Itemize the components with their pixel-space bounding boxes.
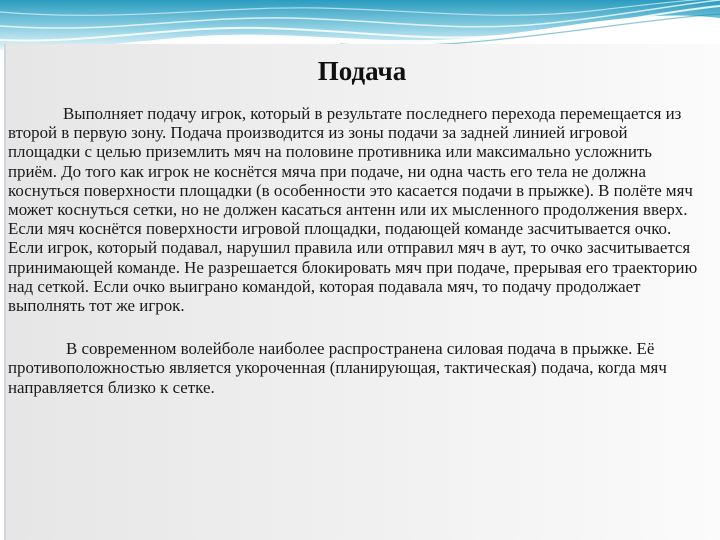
panel-left-edge bbox=[4, 44, 6, 540]
wave-line-2 bbox=[0, 0, 720, 28]
body-text bbox=[8, 104, 698, 397]
wave-line-3 bbox=[0, 0, 720, 15]
paragraph-serve-types: В современном волейболе наиболее распространена силовая подача в прыжке. Её противоположностью является укороченная (планирующая, тактическая) подача, когда мяч направляется близко к сетке. bbox=[8, 339, 667, 397]
slide-title: Подача bbox=[317, 56, 407, 86]
content-panel bbox=[4, 44, 720, 540]
paragraph-serve-rules: Выполняет подачу игрок, который в результате последнего перехода перемещается из второй в первую зону. Подача производится из зоны подачи за задней линией игровой площадки с целью приземлить мяч на половине противника или максимально усложнить приём. До того как игрок не коснётся мяча при подаче, ни одна часть его тела не должна коснуться поверхности площадки (в особенности это касается подачи в прыжке). В полёте мяч может коснуться сетки, но не должен касаться антенн или их мысленного продолжения вверх. Если мяч коснётся поверхности игровой площадки, подающей команде засчитывается очко. Если игрок, который подавал, нарушил правила или отправил мяч в аут, то очко засчитывается принимающей команде. Не разрешается блокировать мяч при подаче, прерывая его траекторию над сеткой. Если очко выиграно командой, которая подавала мяч, то подачу продолжает выполнять тот же игрок. bbox=[8, 104, 698, 316]
wave-line-4 bbox=[340, 14, 720, 46]
wave-line-1 bbox=[0, 6, 720, 41]
wave-fill bbox=[0, 0, 720, 50]
